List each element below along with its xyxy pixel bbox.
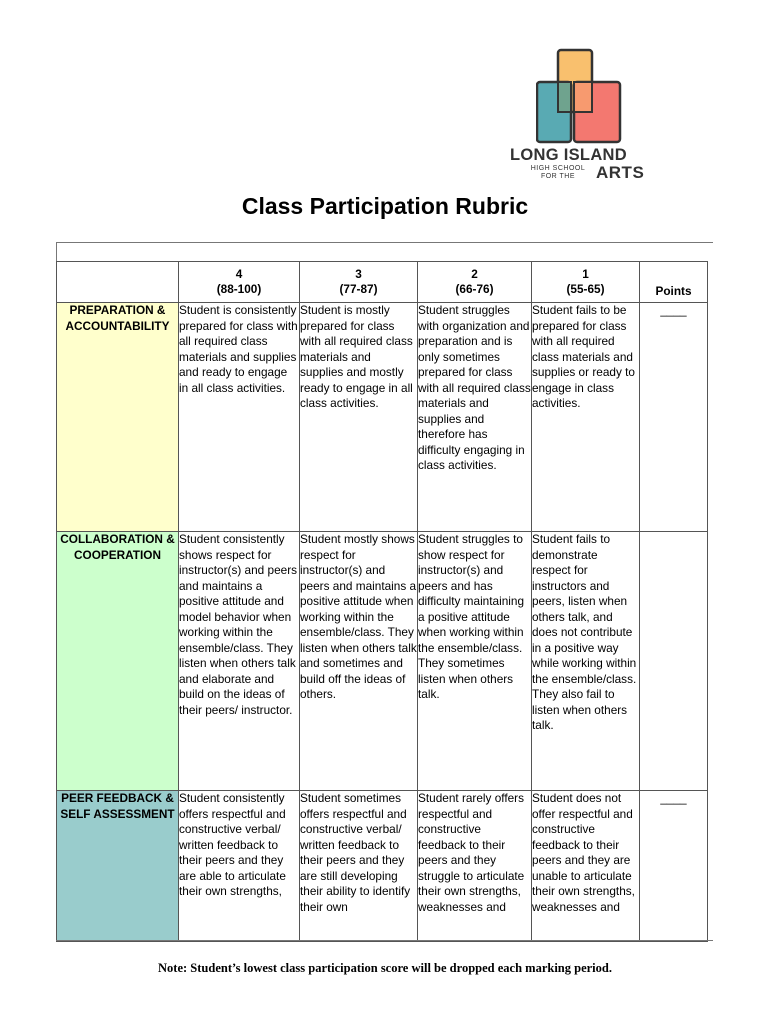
header-points	[640, 262, 708, 303]
logo-subtitle-line2: FOR THE	[540, 173, 576, 180]
header-score-2	[418, 262, 532, 303]
rubric-cell: Student struggles with organization and preparation and is only sometimes prepared for class with all required class materials and supplies and therefore has difficulty engaging in class activities.	[418, 303, 532, 532]
rubric-cell: Student sometimes offers respectful and constructive verbal/ written feedback to their peers and they are still developing their ability to identify their own	[300, 791, 418, 942]
rubric-cell: Student rarely offers respectful and constructive feedback to their peers and they struggle to articulate their own strengths, weaknesses and	[418, 791, 532, 942]
logo-subtitle	[518, 165, 598, 181]
score-label: 2	[471, 266, 478, 281]
left-divider	[56, 242, 57, 262]
rubric-cell: Student is consistently prepared for class with all required class materials and supplies and ready to engage in all class activities.	[179, 303, 300, 532]
criterion-peer-feedback: PEER FEEDBACK & SELF ASSESSMENT	[57, 791, 179, 942]
score-range: (55-65)	[566, 282, 605, 296]
logo-arts: ARTS	[596, 163, 645, 182]
header-row	[57, 262, 708, 303]
rubric-cell: Student fails to be prepared for class with all required class materials and supplies or ready to engage in class activities.	[532, 303, 640, 532]
logo-line1: LONG ISLAND	[510, 146, 627, 164]
table-row	[57, 532, 708, 791]
rubric-cell: Student consistently shows respect for instructor(s) and peers and maintains a positive attitude and model behavior when working within the ensemble/class. They listen when others talk and elaborate and build on the ideas of their peers/ instructor.	[179, 532, 300, 791]
header-score-3	[300, 262, 418, 303]
header-score-1	[532, 262, 640, 303]
criterion-collaboration: COLLABORATION & COOPERATION	[57, 532, 179, 791]
points-cell[interactable]: ____	[640, 303, 708, 532]
page-title: Class Participation Rubric	[241, 193, 529, 219]
score-label: 4	[235, 266, 243, 281]
table-row	[57, 303, 708, 532]
header-score-4	[179, 262, 300, 303]
rubric-cell: Student fails to demonstrate respect for instructors and peers, listen when others talk, and does not contribute in a positive way while working within the ensemble/class. They also fail to listen when others talk.	[532, 532, 640, 791]
criterion-preparation: PREPARATION & ACCOUNTABILITY	[57, 303, 179, 532]
school-logo	[510, 48, 650, 184]
header-blank	[57, 262, 179, 303]
points-cell[interactable]: ____	[640, 791, 708, 942]
score-range: (66-76)	[455, 282, 494, 296]
rubric-cell: Student is mostly prepared for class with all required class materials and supplies and mostly ready to engage in all class activities.	[300, 303, 418, 532]
table-row	[57, 791, 708, 942]
rubric-cell: Student mostly shows respect for instructor(s) and peers and maintains a positive attitude when working within the ensemble/class. They listen when others talk and sometimes and build off the ideas of others.	[300, 532, 418, 791]
points-label: Points	[655, 283, 692, 298]
score-range: (88-100)	[216, 282, 262, 296]
rubric-cell: Student struggles to show respect for instructor(s) and peers and has difficulty maintaining a positive attitude when working within the ensemble/class. They sometimes listen when others talk.	[418, 532, 532, 791]
logo-mark-icon	[536, 48, 626, 144]
rubric-cell: Student does not offer respectful and constructive feedback to their peers and they are unable to articulate their own strengths, weaknesses and	[532, 791, 640, 942]
points-cell[interactable]	[640, 532, 708, 791]
score-range: (77-87)	[339, 282, 378, 296]
top-divider	[56, 242, 713, 243]
score-label: 3	[355, 266, 362, 281]
bottom-divider	[56, 940, 713, 941]
footer-note: Note: Student’s lowest class participation score will be dropped each marking period.	[158, 961, 612, 975]
rubric-cell: Student consistently offers respectful and constructive verbal/ written feedback to their peers and they are able to articulate their own strengths,	[179, 791, 300, 942]
logo-subtitle-line1: HIGH SCHOOL	[530, 165, 586, 172]
rubric-table	[56, 261, 708, 942]
score-label: 1	[582, 266, 589, 281]
